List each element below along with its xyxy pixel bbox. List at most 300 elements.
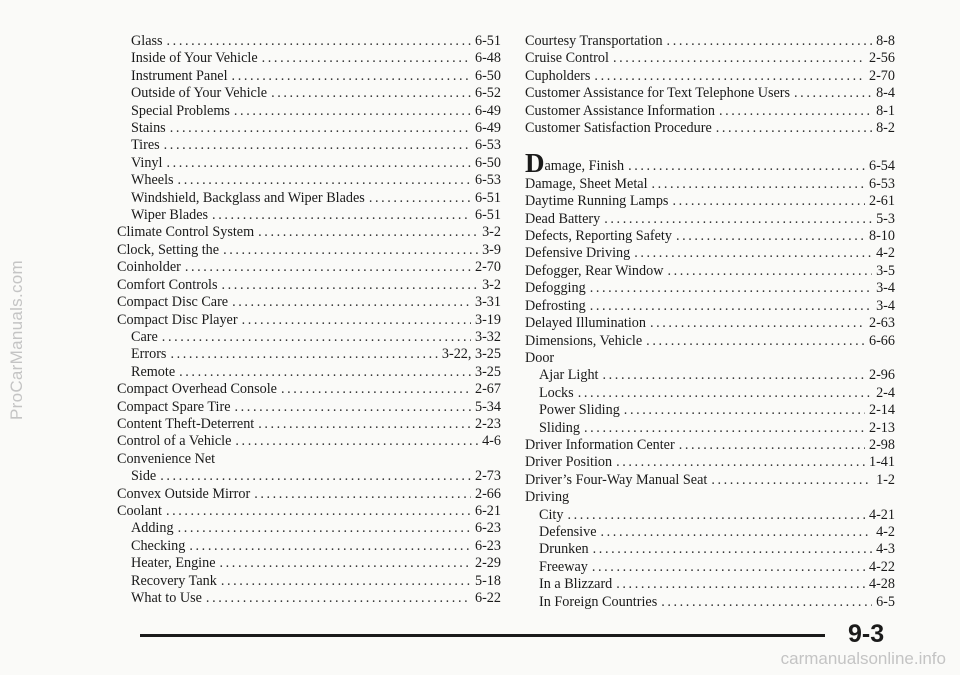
index-entry-page: 3-4: [876, 297, 895, 314]
index-entry: [117, 329, 501, 346]
index-entry: [117, 68, 501, 85]
index-entry-page: 1-41: [868, 454, 895, 471]
index-entry: [525, 280, 895, 297]
index-entry-page: 8-4: [876, 85, 895, 102]
index-entry-name: [525, 33, 663, 50]
dot-leader: [162, 329, 471, 346]
index-entry: [525, 594, 895, 611]
index-entry-page: 8-10: [868, 228, 895, 245]
index-entry-text: Customer Assistance Information: [525, 102, 715, 119]
index-entry-name: [131, 172, 174, 189]
index-entry-name: [539, 367, 599, 384]
index-entry-text: Compact Overhead Console: [117, 381, 277, 398]
index-entry-text: Stains: [131, 120, 166, 137]
index-entry-text: City: [539, 506, 564, 523]
index-entry: [525, 402, 895, 419]
index-entry-page: 2-96: [868, 367, 895, 384]
index-entry-name: [131, 190, 365, 207]
index-entry: [117, 590, 501, 607]
index-entry-page: 3-22, 3-25: [441, 346, 501, 363]
index-section-initial: D: [525, 148, 545, 179]
dot-leader: [232, 68, 471, 85]
index-entry-text: In a Blizzard: [539, 576, 613, 593]
index-entry-name: [117, 277, 218, 294]
index-entry: [117, 364, 501, 381]
index-entry: [117, 85, 501, 102]
index-entry-name: [525, 103, 715, 120]
index-entry-name: [131, 155, 162, 172]
index-entry: [117, 137, 501, 154]
index-entry-text: Climate Control System: [117, 224, 255, 241]
index-entry-text: Clock, Setting the: [117, 241, 220, 258]
index-entry-page: 2-70: [868, 67, 895, 84]
index-entry-page: 3-25: [474, 363, 501, 380]
index-entry-page: 4-2: [876, 245, 895, 262]
index-entry-name: [525, 315, 646, 332]
dot-leader: [160, 468, 471, 485]
dot-leader: [232, 294, 471, 311]
index-entry-name: [525, 120, 712, 137]
index-entry-page: 2-67: [474, 381, 501, 398]
dot-leader: [220, 555, 471, 572]
index-entry-text: Vinyl: [131, 154, 163, 171]
index-entry: [525, 367, 895, 384]
index-entry-page: 3-4: [876, 280, 895, 297]
index-entry-text: Customer Assistance for Text Telephone Users: [525, 85, 791, 102]
watermark-side: [6, 60, 28, 620]
index-entry-page: 6-23: [474, 537, 501, 554]
index-entry: [117, 416, 501, 433]
index-entry-page: 3-2: [482, 224, 501, 241]
index-entry: [117, 190, 501, 207]
index-entry-page: 6-22: [474, 590, 501, 606]
index-entry-name: [131, 85, 267, 102]
index-entry-page: 8-1: [876, 102, 895, 119]
index-entry-name: [525, 193, 668, 210]
index-entry: [525, 211, 895, 228]
index-entry-text: Special Problems: [131, 102, 230, 119]
index-entry-name: [131, 207, 208, 224]
index-entry-text: Recovery Tank: [131, 572, 217, 589]
index-entry-text: Sliding: [539, 419, 580, 436]
index-entry-text: Customer Satisfaction Procedure: [525, 120, 712, 137]
index-entry-text: Tires: [131, 137, 160, 154]
index-entry-text: What to Use: [131, 590, 202, 606]
index-entry-page: 2-29: [474, 555, 501, 572]
index-entry-text: Remote: [131, 363, 176, 380]
dot-leader: [719, 103, 872, 120]
index-entry-text: Courtesy Transportation: [525, 33, 663, 49]
index-entry: [525, 315, 895, 332]
index-entry-text: Delayed Illumination: [525, 315, 646, 332]
index-entry-page: 2-70: [474, 259, 501, 276]
index-entry-page: 6-21: [474, 502, 501, 519]
index-entry-name: [131, 50, 258, 67]
index-entry-name: [131, 590, 202, 607]
index-entry: [525, 85, 895, 102]
index-entry-name: [131, 555, 216, 572]
index-entry-page: 6-52: [474, 85, 501, 102]
index-entry-text: Adding: [131, 520, 174, 537]
index-entry-name: [525, 50, 609, 67]
index-entry-page: 6-50: [474, 67, 501, 84]
index-entry: [525, 576, 895, 593]
index-entry-name: [131, 573, 217, 590]
index-entry-name: [131, 33, 163, 50]
dot-leader: [716, 120, 872, 137]
index-entry-page: 5-18: [474, 572, 501, 589]
index-entry-name: [117, 381, 277, 398]
index-entry-text: Glass: [131, 33, 163, 49]
index-entry-name: [131, 538, 185, 555]
index-entry-text: Coolant: [117, 502, 162, 519]
index-entry-page: 6-49: [474, 120, 501, 137]
index-entry-text: Wiper Blades: [131, 207, 209, 224]
index-entry: [525, 245, 895, 262]
dot-leader: [601, 524, 873, 541]
index-entry-text: Convex Outside Mirror: [117, 485, 251, 502]
dot-leader: [185, 259, 471, 276]
index-entry: [117, 538, 501, 555]
index-entry-name: [117, 451, 215, 468]
index-entry-name: [525, 280, 586, 297]
index-entry-text: Drunken: [539, 541, 589, 558]
index-entry-name: [131, 103, 230, 120]
dot-leader: [794, 85, 872, 102]
index-entry-text: Cupholders: [525, 67, 591, 84]
dot-leader: [652, 176, 865, 193]
index-entry: [117, 503, 501, 520]
dot-leader: [271, 85, 471, 102]
index-entry: [525, 263, 895, 280]
index-entry-name: [131, 346, 166, 363]
index-entry-page: 2-63: [868, 315, 895, 332]
index-entry-page: 1-2: [876, 471, 895, 488]
dot-leader: [624, 402, 865, 419]
index-entry-page: 4-28: [868, 576, 895, 593]
index-entry: [525, 524, 895, 541]
index-entry-page: 2-4: [876, 384, 895, 401]
index-entry-text: Checking: [131, 537, 186, 554]
index-entry: [117, 259, 501, 276]
index-entry-name: [525, 148, 625, 179]
index-entry-name: [539, 541, 589, 558]
index-entry-name: [117, 294, 228, 311]
dot-leader: [235, 399, 471, 416]
index-entry: [117, 50, 501, 67]
index-entry-text: In Foreign Countries: [539, 593, 658, 610]
index-entry-name: [131, 120, 166, 137]
index-entry: [525, 148, 895, 179]
index-entry-name: [131, 520, 174, 537]
dot-leader: [166, 503, 471, 520]
index-entry-page: 2-61: [868, 193, 895, 210]
index-entry: [117, 172, 501, 189]
index-entry-page: 2-66: [474, 485, 501, 502]
index-entry: [525, 420, 895, 437]
index-entry: [525, 103, 895, 120]
index-entry-name: [539, 559, 588, 576]
index-entry: [525, 350, 895, 367]
index-entry-name: [131, 68, 228, 85]
index-entry-name: [525, 333, 642, 350]
index-entry-page: 5-3: [876, 210, 895, 227]
index-entry-page: 6-23: [474, 520, 501, 537]
index-entry: [525, 228, 895, 245]
index-entry-name: [525, 228, 672, 245]
dot-leader: [584, 420, 865, 437]
dot-leader: [170, 346, 437, 363]
index-entry-text: Driver Position: [525, 454, 613, 471]
dot-leader: [221, 573, 471, 590]
index-entry-name: [525, 437, 675, 454]
dot-leader: [262, 50, 471, 67]
index-entry-page: 3-19: [474, 311, 501, 328]
dot-leader: [593, 541, 872, 558]
index-entry-page: 6-53: [868, 175, 895, 192]
index-entry-text: Instrument Panel: [131, 67, 228, 84]
index-entry-text: Wheels: [131, 172, 174, 189]
index-entry-name: [117, 416, 254, 433]
index-entry-text: Daytime Running Lamps: [525, 193, 669, 210]
index-entry: [525, 454, 895, 471]
index-entry-name: [117, 503, 162, 520]
dot-leader: [170, 120, 471, 137]
index-entry-name: [525, 68, 590, 85]
index-entry: [525, 559, 895, 576]
index-entry-text: Windshield, Backglass and Wiper Blades: [131, 189, 365, 206]
index-entry-page: 6-51: [474, 33, 501, 49]
index-entry: [525, 176, 895, 193]
index-entry-text: Content Theft-Deterrent: [117, 415, 255, 432]
dot-leader: [164, 137, 471, 154]
index-entry-page: 2-56: [868, 50, 895, 67]
dot-leader: [223, 242, 478, 259]
index-entry: [117, 294, 501, 311]
index-entry-name: [525, 263, 663, 280]
index-entry-text: Convenience Net: [117, 450, 216, 467]
dot-leader: [242, 312, 471, 329]
dot-leader: [594, 68, 865, 85]
index-entry-name: [131, 468, 156, 485]
index-entry: [117, 381, 501, 398]
index-entry-text: Outside of Your Vehicle: [131, 85, 268, 102]
index-entry-text: amage, Finish: [544, 158, 625, 175]
index-entry-name: [539, 385, 574, 402]
index-entry-page: 2-98: [868, 436, 895, 453]
index-entry: [525, 472, 895, 489]
dot-leader: [254, 486, 471, 503]
dot-leader: [679, 437, 865, 454]
index-entry-name: [117, 399, 231, 416]
index-entry: [117, 451, 501, 468]
index-entry-text: Defensive: [539, 523, 597, 540]
index-entry-name: [539, 420, 580, 437]
dot-leader: [590, 280, 872, 297]
index-entry-name: [539, 402, 620, 419]
index-entry-text: Defogger, Rear Window: [525, 262, 664, 279]
index-entry: [117, 433, 501, 450]
dot-leader: [167, 33, 471, 50]
index-entry: [117, 242, 501, 259]
index-entry-name: [525, 472, 707, 489]
dot-leader: [711, 472, 872, 489]
dot-leader: [179, 364, 471, 381]
index-entry-page: 6-5: [876, 593, 895, 610]
index-entry-name: [539, 576, 612, 593]
index-entry-page: 4-6: [482, 433, 501, 450]
index-entry-page: 6-53: [474, 172, 501, 189]
dot-leader: [616, 576, 865, 593]
dot-leader: [222, 277, 479, 294]
index-entry: [117, 277, 501, 294]
dot-leader: [178, 172, 471, 189]
index-entry-text: Driving: [525, 489, 570, 506]
dot-leader: [281, 381, 471, 398]
index-entry-page: 6-51: [474, 189, 501, 206]
index-entry-text: Defogging: [525, 280, 586, 297]
index-entry-page: 4-22: [868, 558, 895, 575]
watermark-side-text: ProCarManuals.com: [7, 259, 27, 421]
index-entry-name: [525, 454, 612, 471]
index-entry-page: 6-54: [868, 158, 895, 175]
index-entry-name: [525, 350, 554, 367]
index-entry-name: [539, 524, 597, 541]
index-entry-text: Side: [131, 468, 157, 485]
dot-leader: [235, 433, 478, 450]
index-entry-page: 6-53: [474, 137, 501, 154]
index-entry: [117, 468, 501, 485]
index-entry-page: 6-49: [474, 102, 501, 119]
index-entry: [117, 573, 501, 590]
index-entry-page: 4-2: [876, 523, 895, 540]
index-entry-text: Inside of Your Vehicle: [131, 50, 258, 67]
index-entry-text: Dead Battery: [525, 210, 601, 227]
index-entry: [117, 103, 501, 120]
dot-leader: [212, 207, 471, 224]
index-entry-page: 4-3: [876, 541, 895, 558]
index-entry: [525, 120, 895, 137]
index-entry-text: Dimensions, Vehicle: [525, 332, 643, 349]
dot-leader: [634, 245, 872, 262]
index-entry-text: Heater, Engine: [131, 555, 216, 572]
index-entry: [117, 207, 501, 224]
index-entry-text: Coinholder: [117, 259, 181, 276]
dot-leader: [258, 224, 478, 241]
dot-leader: [206, 590, 471, 607]
dot-leader: [590, 298, 872, 315]
dot-leader: [646, 333, 865, 350]
dot-leader: [661, 594, 872, 611]
index-entry-name: [525, 211, 600, 228]
index-entry-name: [539, 594, 657, 611]
index-entry-text: Errors: [131, 346, 167, 363]
index-entry-text: Defects, Reporting Safety: [525, 228, 672, 245]
index-entry-page: 8-2: [876, 120, 895, 137]
index-entry-name: [131, 329, 158, 346]
dot-leader: [166, 155, 471, 172]
index-entry-page: 6-50: [474, 154, 501, 171]
index-entry: [525, 507, 895, 524]
index-entry: [525, 333, 895, 350]
dot-leader: [667, 33, 873, 50]
index-entry: [117, 120, 501, 137]
dot-leader: [567, 507, 865, 524]
index-entry-name: [117, 224, 254, 241]
index-entry-text: Freeway: [539, 558, 588, 575]
index-entry-name: [525, 489, 569, 506]
index-entry-page: 3-32: [474, 328, 501, 345]
index-entry-text: Door: [525, 349, 555, 366]
index-entry-text: Driver’s Four-Way Manual Seat: [525, 471, 708, 488]
dot-leader: [613, 50, 865, 67]
index-entry-page: 3-31: [474, 294, 501, 311]
index-entry-name: [131, 364, 175, 381]
index-entry: [525, 33, 895, 50]
index-entry-page: 6-66: [868, 332, 895, 349]
dot-leader: [628, 158, 865, 175]
index-column-left: [117, 33, 501, 607]
index-entry-text: Ajar Light: [539, 367, 599, 384]
index-entry: [525, 385, 895, 402]
index-entry-page: 6-51: [474, 207, 501, 224]
index-entry-text: Compact Disc Player: [117, 311, 238, 328]
index-entry-page: 4-21: [868, 506, 895, 523]
index-entry-page: 2-13: [868, 419, 895, 436]
index-entry-page: 3-5: [876, 262, 895, 279]
index-entry: [117, 555, 501, 572]
index-entry-text: Cruise Control: [525, 50, 609, 67]
dot-leader: [189, 538, 471, 555]
index-entry-page: 3-2: [482, 276, 501, 293]
footer-rule: [140, 634, 825, 637]
index-entry-text: Damage, Sheet Metal: [525, 175, 648, 192]
dot-leader: [369, 190, 471, 207]
index-entry-name: [117, 259, 181, 276]
page-number: 9-3: [848, 620, 885, 648]
index-entry: [117, 346, 501, 363]
index-entry: [525, 298, 895, 315]
dot-leader: [604, 211, 872, 228]
index-entry-text: Control of a Vehicle: [117, 433, 232, 450]
index-entry: [525, 68, 895, 85]
index-entry: [525, 50, 895, 67]
index-entry: [117, 224, 501, 241]
dot-leader: [650, 315, 865, 332]
index-entry-name: [117, 433, 231, 450]
dot-leader: [234, 103, 471, 120]
index-entry-name: [525, 176, 648, 193]
index-entry-page: 8-8: [876, 33, 895, 49]
index-entry-text: Compact Disc Care: [117, 294, 229, 311]
index-entry-page: 5-34: [474, 398, 501, 415]
index-entry-name: [525, 85, 790, 102]
dot-leader: [672, 193, 865, 210]
watermark-bottom: carmanualsonline.info: [780, 649, 946, 668]
dot-leader: [592, 559, 865, 576]
index-entry: [117, 520, 501, 537]
dot-leader: [616, 454, 865, 471]
index-entry-text: Locks: [539, 384, 574, 401]
index-entry: [525, 437, 895, 454]
index-entry: [117, 33, 501, 50]
index-entry-name: [117, 486, 250, 503]
index-entry-text: Comfort Controls: [117, 276, 218, 293]
index-entry-name: [117, 242, 219, 259]
index-column-right: [525, 33, 895, 611]
index-entry: [525, 193, 895, 210]
index-entry: [525, 541, 895, 558]
